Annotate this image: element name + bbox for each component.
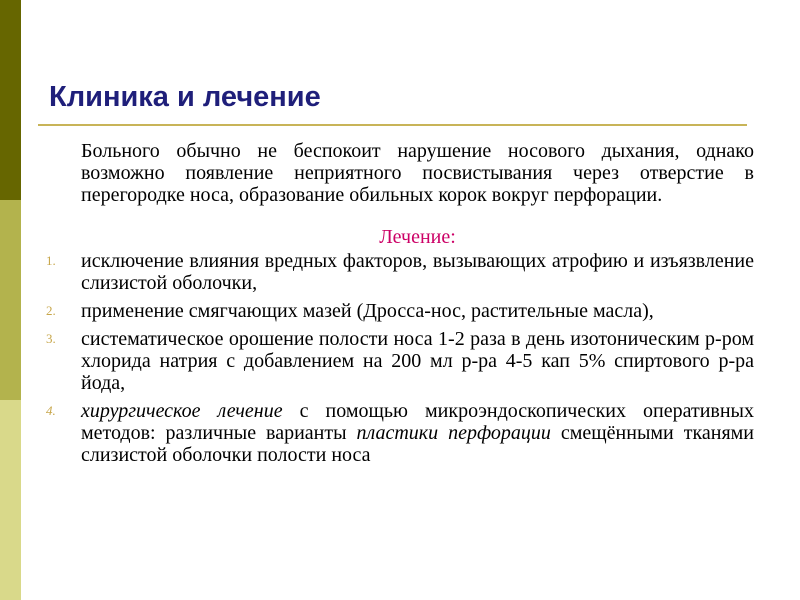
slide-content bbox=[46, 140, 754, 466]
list-number: 3. bbox=[46, 331, 56, 346]
list-number: 2. bbox=[46, 303, 56, 318]
list-item bbox=[46, 300, 754, 322]
sidebar-segment-light bbox=[0, 400, 21, 600]
intro-paragraph bbox=[46, 140, 754, 206]
list-item-text-italic: пластики перфорации bbox=[356, 422, 551, 444]
list-item-text: с помощью микроэндоскопических оперативных методов: различные варианты bbox=[81, 400, 754, 444]
intro-text: Больного обычно не беспокоит нарушение носового дыхания, однако возможно появление неприятного посвистывания через отверстие в перегородке носа, образование обильных корок вокруг перфорации. bbox=[81, 140, 754, 206]
list-item bbox=[46, 250, 754, 294]
list-item-text-italic: хирургическое лечение bbox=[81, 400, 283, 422]
sidebar-segment-dark bbox=[0, 0, 21, 200]
list-item bbox=[46, 328, 754, 394]
list-item-text: систематическое орошение полости носа 1-2 раза в день изотоническим р-ром хлорида натрия с добавлением на 200 мл р-ра 4-5 кап 5% спиртового р-ра йода, bbox=[81, 328, 754, 394]
slide-title: Клиника и лечение bbox=[49, 81, 321, 113]
list-number: 1. bbox=[46, 253, 56, 268]
list-item-text: исключение влияния вредных факторов, вызывающих атрофию и изъязвление слизистой оболочки, bbox=[81, 250, 754, 294]
treatment-title: Лечение: bbox=[379, 226, 456, 248]
list-item bbox=[46, 400, 754, 466]
sidebar-segment-mid bbox=[0, 200, 21, 400]
title-divider bbox=[38, 124, 747, 126]
list-number: 4. bbox=[46, 403, 56, 418]
list-item-text: применение смягчающих мазей (Дросса-нос, растительные масла), bbox=[81, 300, 654, 322]
list-item-text: смещёнными тканями слизистой оболочки полости носа bbox=[81, 422, 755, 466]
